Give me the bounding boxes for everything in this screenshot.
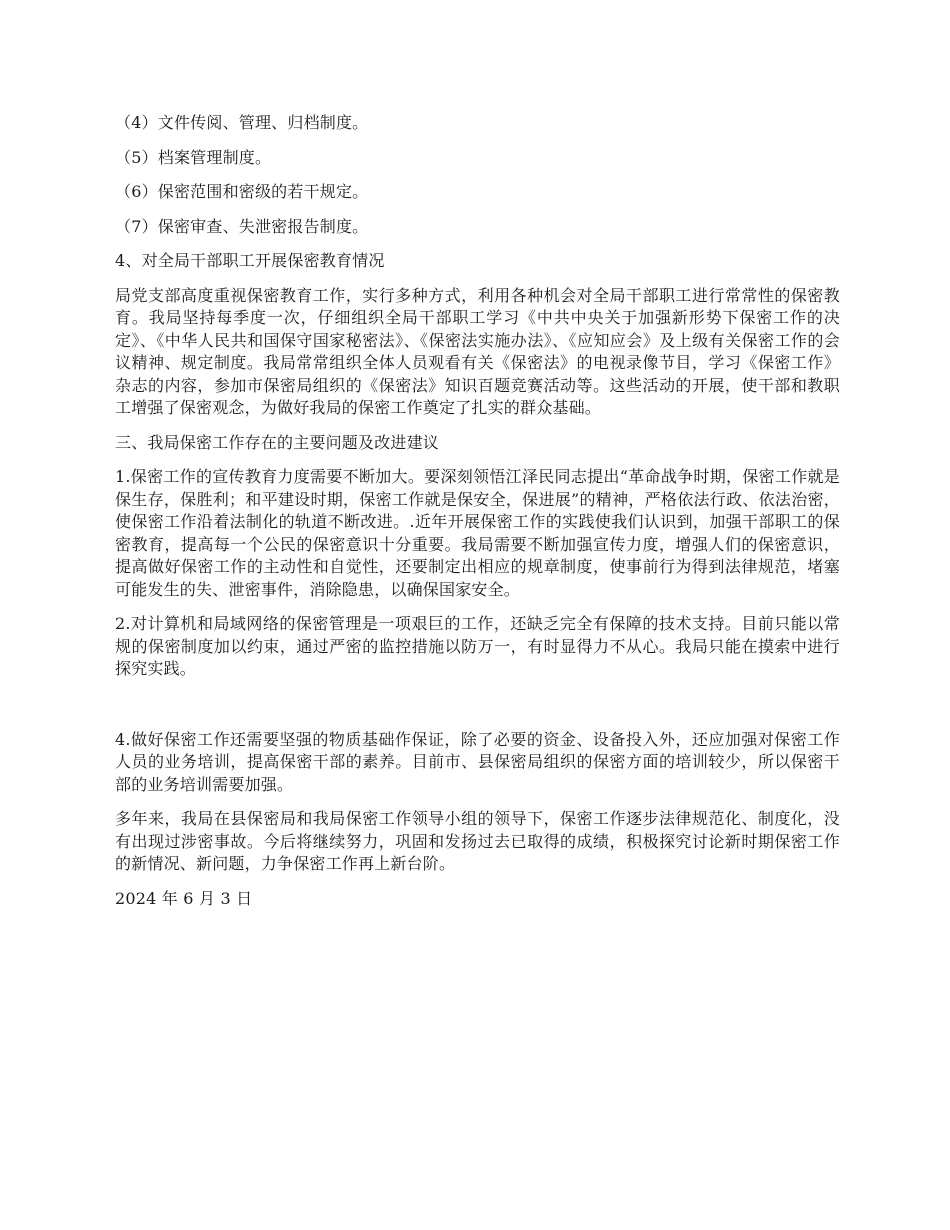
list-item-6: （6）保密范围和密级的若干规定。 (115, 182, 369, 201)
point-1-paragraph: 1.保密工作的宣传教育力度需要不断加大。要深刻领悟江泽民同志提出“革命战争时期，保密工作就是保生存，保胜利；和平建设时期，保密工作就是保安全，保进展”的精神，严格依法行政、依法治密，使保密工作沿着法制化的轨道不断改进。.近年开展保密工作的实践使我们认识到，加强干部职工的保密教育，提高每一个公民的保密意识十分重要。我局需要不断加强宣传力度，增强人们的保密意识，提高做好保密工作的主动性和自觉性，还要制定出相应的规章制度，使事前行为得到法律规范，堵塞可能发生的失、泄密事件，消除隐患，以确保国家安全。 (115, 467, 840, 599)
list-item-5: （5）档案管理制度。 (115, 147, 272, 167)
point-4-paragraph: 4.做好保密工作还需要坚强的物质基础作保证，除了必要的资金、设备投入外，还应加强对保密工作人员的业务培训，提高保密干部的素养。目前市、县保密局组织的保密方面的培训较少，所以保密干部的业务培训需要加强。 (115, 729, 840, 794)
document-content (115, 112, 840, 922)
section4-body: 局党支部高度重视保密教育工作，实行多种方式，利用各种机会对全局干部职工进行常常性的保密教育。我局坚持每季度一次，仔细组织全局干部职工学习《中共中央关于加强新形势下保密工作的决定》、《中华人民共和国保守国家秘密法》、《保密法实施办法》、《应知应会》及上级有关保密工作的会议精神、规定制度。我局常常组织全体人员观看有关《保密法》的电视录像节目，学习《保密工作》杂志的内容，参加市保密局组织的《保密法》知识百题竞赛活动等。这些活动的开展，使干部和教职工增强了保密观念，为做好我局的保密工作奠定了扎实的群众基础。 (115, 285, 840, 417)
section3-heading: 三、我局保密工作存在的主要问题及改进建议 (115, 432, 440, 452)
list-item-4: （4）文件传阅、管理、归档制度。 (115, 113, 369, 132)
closing-paragraph: 多年来，我局在县保密局和我局保密工作领导小组的领导下，保密工作逐步法律规范化、制度化，没有出现过涉密事故。今后将继续努力，巩固和发扬过去已取得的成绩，积极探究讨论新时期保密工作的新情况、新问题，力争保密工作再上新台阶。 (115, 809, 840, 873)
section4-heading: 4、对全局干部职工开展保密教育情况 (115, 251, 385, 270)
blank-gap (115, 693, 840, 729)
document-date: 2024 年 6 月 3 日 (115, 888, 253, 908)
list-item-7: （7）保密审查、失泄密报告制度。 (115, 216, 369, 236)
point-2-paragraph: 2.对计算机和局域网络的保密管理是一项艰巨的工作，还缺乏完全有保障的技术支持。目前只能以常规的保密制度加以约束，通过严密的监控措施以防万一，有时显得力不从心。我局只能在摸索中进行探究实践。 (115, 614, 840, 678)
